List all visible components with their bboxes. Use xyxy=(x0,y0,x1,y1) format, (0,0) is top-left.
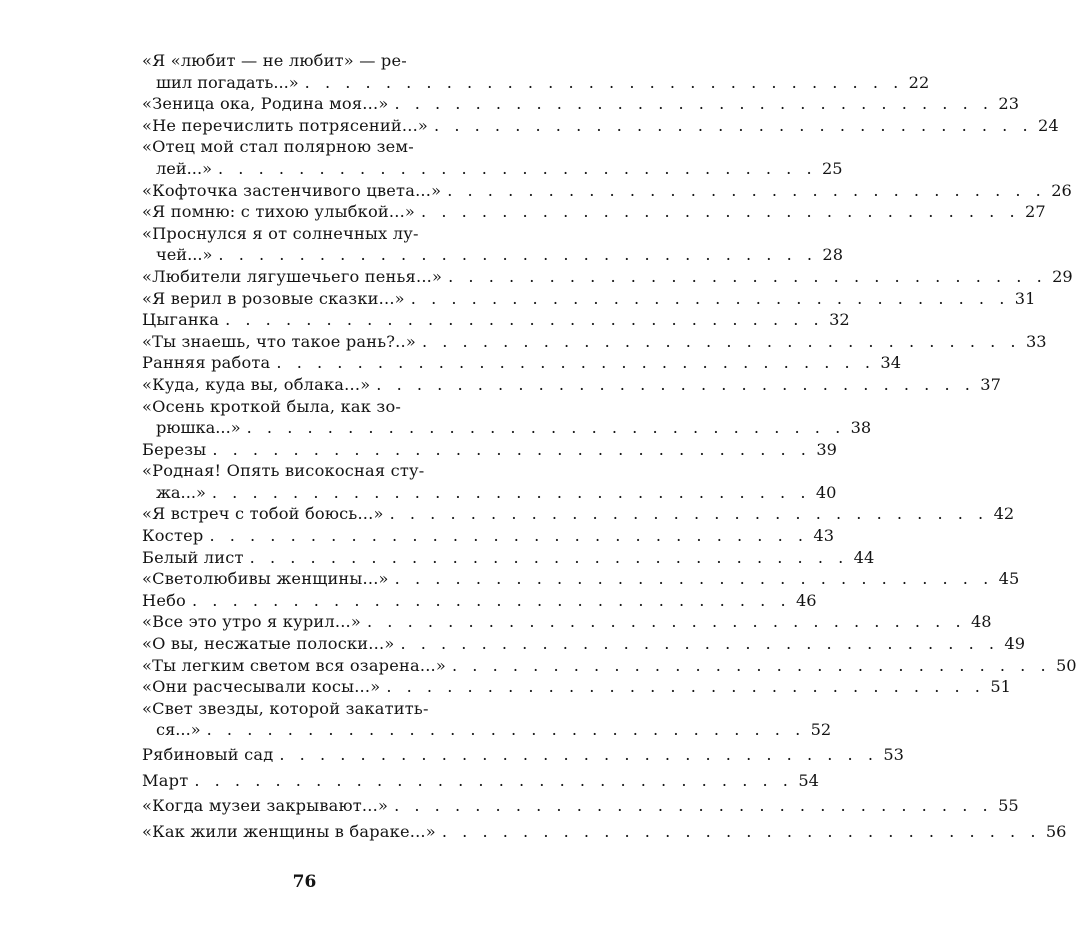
toc-line xyxy=(142,309,850,331)
toc-entry-title: чей...» xyxy=(156,245,213,265)
toc-page-number: 53 xyxy=(883,745,904,764)
toc-entry xyxy=(142,374,1001,396)
toc-line xyxy=(142,50,468,72)
toc-page-number: 50 xyxy=(1055,655,1077,675)
toc-line xyxy=(142,396,468,418)
toc-line xyxy=(142,547,875,569)
toc-entry-title: Костер xyxy=(142,526,204,546)
toc-entry xyxy=(142,611,992,633)
toc-entry-title: Ранняя работа xyxy=(142,353,271,373)
dot-leader: . . . . . . . . . . . . . . . . . . . . . . . . . . . . . . xyxy=(389,504,989,524)
toc-entry xyxy=(142,795,1019,817)
toc-page-number: 33 xyxy=(1025,331,1047,351)
toc-entry-title: «Зеница ока, Родина моя...» xyxy=(142,94,389,114)
toc-entry xyxy=(142,698,832,741)
toc-entry xyxy=(142,821,1067,843)
toc-line xyxy=(142,352,901,374)
toc-page-number: 39 xyxy=(816,439,837,459)
toc-entry xyxy=(142,201,1046,223)
dot-leader: . . . . . . . . . . . . . . . . . . . . . . . . . . . . . . xyxy=(211,482,811,502)
toc-entry xyxy=(142,503,1015,525)
toc-page-number: 26 xyxy=(1051,180,1072,200)
dot-leader: . . . . . . . . . . . . . . . . . . . . . . . . . . . . . . xyxy=(410,288,1010,308)
toc-page-number: 31 xyxy=(1014,288,1036,308)
toc-line xyxy=(142,744,904,766)
toc-entry-title: Белый лист xyxy=(142,547,244,567)
toc-entry-title: «Свет звезды, которой закатить- xyxy=(142,698,429,718)
dot-leader: . . . . . . . . . . . . . . . . . . . . . . . . . . . . . . xyxy=(212,439,811,459)
dot-leader: . . . . . . . . . . . . . . . . . . . . . . . . . . . . . . xyxy=(304,72,904,92)
toc-entry xyxy=(142,331,1047,353)
toc-entry xyxy=(142,525,835,547)
toc-page-number: 54 xyxy=(798,770,819,790)
toc-entry xyxy=(142,266,1073,288)
dot-leader: . . . . . . . . . . . . . . . . . . . . . . . . . . . . . . xyxy=(394,94,994,114)
toc-page-number: 48 xyxy=(971,612,992,632)
toc-entry-title: «Как жили женщины в бараке...» xyxy=(142,821,436,841)
toc-entry-title: Цыганка xyxy=(142,310,220,330)
dot-leader: . . . . . . . . . . . . . . . . . . . . . . . . . . . . . . xyxy=(421,202,1020,222)
toc-line xyxy=(142,655,1077,677)
toc-entry-title: «Я «любит — не любит» — ре- xyxy=(142,51,407,70)
toc-entry xyxy=(142,309,850,331)
toc-line xyxy=(142,770,819,792)
dot-leader: . . . . . . . . . . . . . . . . . . . . . . . . . . . . . . xyxy=(249,547,849,567)
toc-page-number: 22 xyxy=(908,72,930,92)
dot-leader: . . . . . . . . . . . . . . . . . . . . . . . . . . . . . . xyxy=(218,158,817,178)
table-of-contents xyxy=(142,50,1077,842)
toc-page-number: 25 xyxy=(821,158,843,178)
toc-page-number: 34 xyxy=(880,353,901,373)
toc-entry-title: ся...» xyxy=(156,720,201,740)
toc-line xyxy=(142,331,1047,353)
dot-leader: . . . . . . . . . . . . . . . . . . . . . . . . . . . . . . xyxy=(218,245,818,265)
toc-line xyxy=(142,633,1026,655)
dot-leader: . . . . . . . . . . . . . . . . . . . . . . . . . . . . . . xyxy=(452,655,1051,675)
toc-entry-title: Рябиновый сад xyxy=(142,745,274,764)
toc-line xyxy=(142,482,837,504)
toc-page-number: 52 xyxy=(810,720,832,740)
toc-line xyxy=(142,244,844,266)
toc-entry xyxy=(142,439,837,461)
toc-page-number: 43 xyxy=(813,526,835,546)
toc-line xyxy=(142,676,1011,698)
toc-entry-title: шил погадать...» xyxy=(156,72,299,92)
toc-entry xyxy=(142,50,930,93)
toc-page-number: 40 xyxy=(815,482,837,502)
toc-entry xyxy=(142,223,844,266)
toc-entry xyxy=(142,136,843,179)
toc-line xyxy=(142,719,832,741)
toc-entry-title: «Я встреч с тобой боюсь...» xyxy=(142,504,384,524)
dot-leader: . . . . . . . . . . . . . . . . . . . . . . . . . . . . . . xyxy=(279,745,878,764)
toc-page-number: 42 xyxy=(993,504,1015,524)
toc-entry-title: «Они расчесывали косы...» xyxy=(142,677,381,697)
toc-page-number: 55 xyxy=(998,796,1019,816)
dot-leader: . . . . . . . . . . . . . . . . . . . . . . . . . . . . . . xyxy=(206,720,806,740)
dot-leader: . . . . . . . . . . . . . . . . . . . . . . . . . . . . . . xyxy=(441,821,1041,841)
dot-leader: . . . . . . . . . . . . . . . . . . . . . . . . . . . . . . xyxy=(386,677,985,697)
dot-leader: . . . . . . . . . . . . . . . . . . . . . . . . . . . . . . xyxy=(434,115,1033,135)
toc-line xyxy=(142,180,1072,202)
toc-line xyxy=(142,439,837,461)
dot-leader: . . . . . . . . . . . . . . . . . . . . . . . . . . . . . . xyxy=(448,266,1047,286)
toc-entry-title: «Осень кроткой была, как зо- xyxy=(142,396,402,416)
toc-line xyxy=(142,288,1036,310)
toc-entry xyxy=(142,352,901,374)
toc-page-number: 32 xyxy=(829,310,850,330)
dot-leader: . . . . . . . . . . . . . . . . . . . . . . . . . . . . . . xyxy=(194,770,793,790)
toc-entry-title: «Ты легким светом вся озарена...» xyxy=(142,655,446,675)
dot-leader: . . . . . . . . . . . . . . . . . . . . . . . . . . . . . . xyxy=(276,353,875,373)
toc-entry-title: «Отец мой стал полярною зем- xyxy=(142,137,414,157)
toc-entry xyxy=(142,180,1072,202)
dot-leader: . . . . . . . . . . . . . . . . . . . . . . . . . . . . . . xyxy=(400,634,1000,654)
dot-leader: . . . . . . . . . . . . . . . . . . . . . . . . . . . . . . xyxy=(367,612,966,632)
toc-entry-title: Небо xyxy=(142,590,186,610)
toc-line xyxy=(142,417,872,439)
dot-leader: . . . . . . . . . . . . . . . . . . . . . . . . . . . . . . xyxy=(394,796,993,816)
toc-line xyxy=(142,93,1020,115)
toc-entry xyxy=(142,288,1036,310)
dot-leader: . . . . . . . . . . . . . . . . . . . . . . . . . . . . . . xyxy=(246,418,846,438)
toc-entry-title: «Я верил в розовые сказки...» xyxy=(142,288,405,308)
toc-entry-title: «Когда музеи закрывают...» xyxy=(142,796,389,816)
dot-leader: . . . . . . . . . . . . . . . . . . . . . . . . . . . . . . xyxy=(192,590,791,610)
toc-line xyxy=(142,611,992,633)
toc-line xyxy=(142,795,1019,817)
toc-entry-title: «Ты знаешь, что такое рань?..» xyxy=(142,331,416,351)
toc-entry-title: «Кофточка застенчивого цвета...» xyxy=(142,180,442,200)
toc-entry-title: рюшка...» xyxy=(156,418,241,438)
toc-entry xyxy=(142,460,837,503)
toc-entry-title: «Родная! Опять високосная сту- xyxy=(142,461,425,481)
toc-entry xyxy=(142,676,1011,698)
toc-page-number: 27 xyxy=(1025,202,1046,222)
toc-line xyxy=(142,266,1073,288)
toc-page-number: 46 xyxy=(795,590,817,610)
toc-line xyxy=(142,460,468,482)
toc-entry xyxy=(142,568,1020,590)
toc-entry-title: «Проснулся я от солнечных лу- xyxy=(142,223,419,243)
toc-entry xyxy=(142,744,904,766)
toc-line xyxy=(142,158,843,180)
toc-line xyxy=(142,72,930,94)
dot-leader: . . . . . . . . . . . . . . . . . . . . . . . . . . . . . . xyxy=(447,180,1046,200)
toc-entry-title: «Светолюбивы женщины...» xyxy=(142,569,389,589)
toc-page-number: 38 xyxy=(850,418,872,438)
dot-leader: . . . . . . . . . . . . . . . . . . . . . . . . . . . . . . xyxy=(376,374,975,394)
toc-page-number: 28 xyxy=(822,245,844,265)
dot-leader: . . . . . . . . . . . . . . . . . . . . . . . . . . . . . . xyxy=(209,526,809,546)
toc-line xyxy=(142,568,1020,590)
toc-page-number: 56 xyxy=(1045,821,1067,841)
toc-entry xyxy=(142,590,817,612)
toc-entry xyxy=(142,396,872,439)
toc-entry-title: Березы xyxy=(142,439,207,459)
toc-entry-title: жа...» xyxy=(156,482,206,502)
toc-line xyxy=(142,223,468,245)
toc-entry-title: «Я помню: с тихою улыбкой...» xyxy=(142,202,416,222)
toc-page-number: 23 xyxy=(998,94,1020,114)
dot-leader: . . . . . . . . . . . . . . . . . . . . . . . . . . . . . . xyxy=(394,569,994,589)
toc-page-number: 51 xyxy=(990,677,1011,697)
toc-entry xyxy=(142,93,1020,115)
toc-entry xyxy=(142,115,1059,137)
toc-entry-title: лей...» xyxy=(156,158,212,178)
toc-line xyxy=(142,115,1059,137)
dot-leader: . . . . . . . . . . . . . . . . . . . . . . . . . . . . . . xyxy=(225,310,824,330)
dot-leader: . . . . . . . . . . . . . . . . . . . . . . . . . . . . . . xyxy=(421,331,1021,351)
toc-entry xyxy=(142,655,1077,677)
toc-line xyxy=(142,201,1046,223)
toc-page-number: 45 xyxy=(998,569,1020,589)
toc-line xyxy=(142,698,468,720)
toc-page-number: 49 xyxy=(1004,634,1026,654)
toc-entry xyxy=(142,547,875,569)
toc-entry-title: Март xyxy=(142,770,189,790)
toc-line xyxy=(142,136,468,158)
toc-entry-title: «Куда, куда вы, облака...» xyxy=(142,374,371,394)
toc-line xyxy=(142,590,817,612)
toc-line xyxy=(142,525,835,547)
toc-page-number: 37 xyxy=(980,374,1001,394)
toc-page-number: 44 xyxy=(853,547,875,567)
toc-entry-title: «Любители лягушечьего пенья...» xyxy=(142,266,443,286)
toc-line xyxy=(142,374,1001,396)
toc-line xyxy=(142,503,1015,525)
toc-entry-title: «О вы, несжатые полоски...» xyxy=(142,634,395,654)
toc-entry-title: «Все это утро я курил...» xyxy=(142,612,362,632)
page-number: 76 xyxy=(292,872,317,892)
toc-page-number: 29 xyxy=(1052,266,1073,286)
toc-entry xyxy=(142,770,819,792)
toc-line xyxy=(142,821,1067,843)
toc-page-number: 24 xyxy=(1038,115,1059,135)
toc-entry-title: «Не перечислить потрясений...» xyxy=(142,115,429,135)
toc-entry xyxy=(142,633,1026,655)
